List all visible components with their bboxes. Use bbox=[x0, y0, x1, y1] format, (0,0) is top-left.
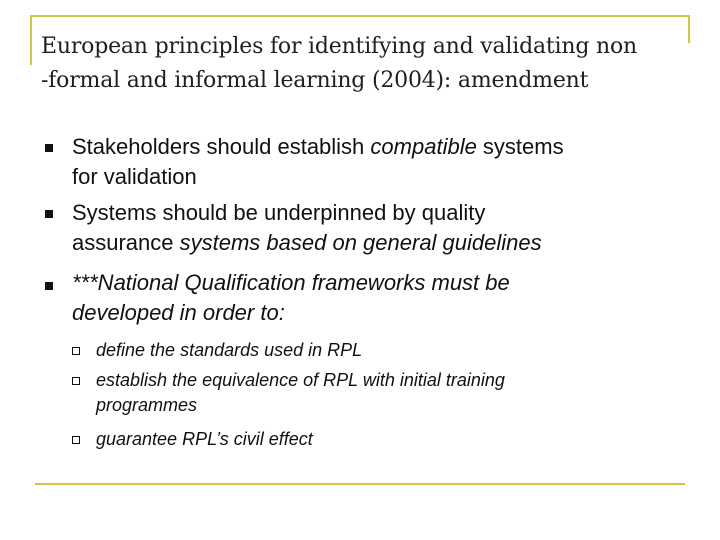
shadow-square-bullet-icon bbox=[72, 377, 80, 385]
item-1-line-1 bbox=[72, 132, 692, 162]
title-line-1: European principles for identifying and validating non bbox=[41, 34, 637, 59]
item-2-line-1: Systems should be underpinned by quality bbox=[72, 200, 486, 225]
sub-item-civil-effect bbox=[96, 427, 656, 452]
shadow-square-bullet-icon bbox=[72, 347, 80, 355]
square-bullet-icon bbox=[45, 210, 53, 218]
title-line-2: -formal and informal learning (2004): amendment bbox=[41, 68, 589, 93]
sub-item-2-line-2: programmes bbox=[96, 395, 198, 415]
sub-item-equivalence bbox=[96, 368, 656, 418]
sub-item-1-line-1: define the standards used in RPL bbox=[96, 340, 363, 360]
square-bullet-icon bbox=[45, 282, 53, 290]
square-bullet-icon bbox=[45, 144, 53, 152]
item-2-line-2 bbox=[72, 228, 692, 258]
sub-item-standards bbox=[96, 338, 656, 363]
list-item-frameworks bbox=[72, 268, 692, 328]
item-1-emphasis: compatible bbox=[370, 134, 477, 159]
item-1-text-prefix: Stakeholders should establish bbox=[72, 134, 371, 159]
shadow-square-bullet-icon bbox=[72, 436, 80, 444]
item-3-line-2: developed in order to: bbox=[72, 300, 285, 325]
list-item-stakeholders bbox=[72, 132, 692, 192]
item-3-line-1: ***National Qualification frameworks must be bbox=[72, 270, 510, 295]
sub-item-3-line-1: guarantee RPL’s civil effect bbox=[96, 429, 313, 449]
item-1-line-2: for validation bbox=[72, 164, 197, 189]
item-1-text-suffix: systems bbox=[476, 134, 564, 159]
item-2-text-prefix: assurance bbox=[72, 230, 180, 255]
item-2-emphasis: systems based on general guidelines bbox=[179, 230, 542, 255]
sub-item-2-line-1: establish the equivalence of RPL with initial training bbox=[96, 370, 505, 390]
list-item-quality bbox=[72, 198, 692, 258]
